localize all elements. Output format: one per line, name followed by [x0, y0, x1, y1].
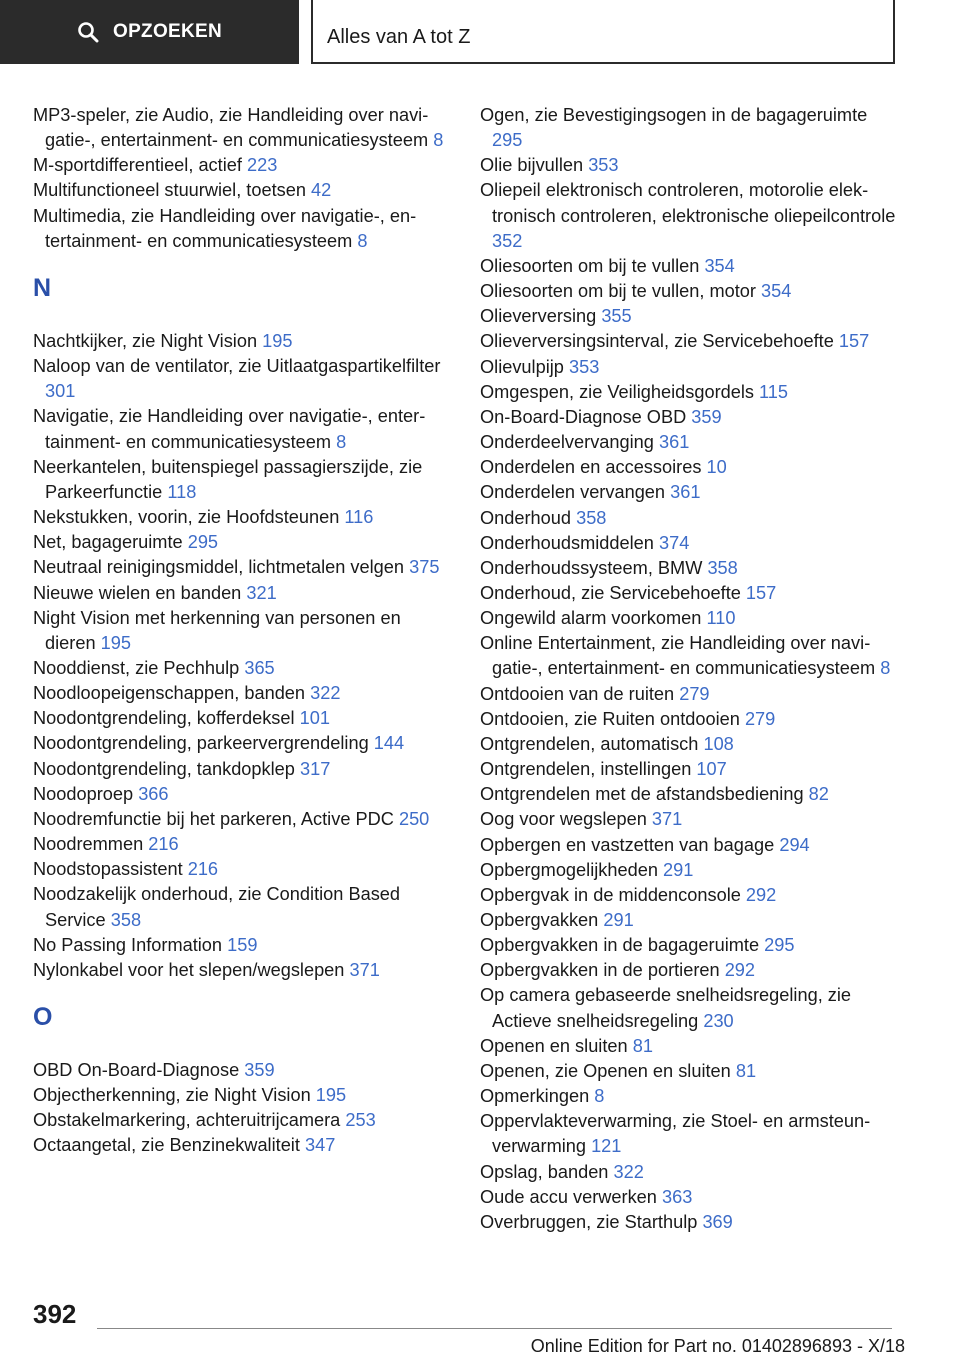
index-entry	[480, 883, 900, 908]
index-entry-text: Noodremfunctie bij het parkeren, Active PDC	[33, 808, 394, 829]
page-reference-link[interactable]: 230	[703, 1010, 734, 1031]
page-reference-link[interactable]: 216	[187, 859, 219, 880]
index-entry-text: Opbergvakken in de bagageruimte	[480, 935, 760, 956]
index-entry	[480, 329, 900, 354]
page-reference-link[interactable]: 8	[594, 1086, 605, 1107]
index-entry-text: Op camera gebaseerde snelheidsregeling, zie Actieve snelheidsregeling	[480, 985, 852, 1031]
page-reference-link[interactable]: 118	[167, 481, 197, 502]
index-entry-text: Onderdelen en accessoires	[480, 457, 702, 478]
index-entry	[480, 833, 900, 858]
index-entry-text: Noodloopeigenschappen, banden	[33, 683, 306, 704]
page-reference-link[interactable]: 223	[246, 155, 278, 176]
page-number: 392	[33, 1299, 77, 1329]
index-entry-text: Overbruggen, zie Starthulp	[480, 1211, 698, 1232]
page-reference-link[interactable]: 157	[838, 331, 870, 352]
index-entry	[480, 631, 900, 681]
index-entry	[480, 254, 900, 279]
index-entry-text: Objectherkenning, zie Night Vision	[33, 1085, 311, 1106]
page-reference-link[interactable]: 321	[246, 582, 277, 603]
page-reference-link[interactable]: 301	[45, 381, 76, 402]
page-reference-link[interactable]: 361	[670, 482, 701, 503]
index-entry	[480, 782, 900, 807]
section-title: Alles van A tot Z	[327, 26, 471, 48]
index-entry-text: M-sportdifferentieel, actief	[33, 155, 242, 176]
index-entry	[480, 506, 900, 531]
index-entry	[33, 731, 453, 756]
index-entry	[480, 455, 900, 480]
index-entry	[480, 430, 900, 455]
index-entry	[33, 782, 453, 807]
page-reference-link[interactable]: 374	[658, 532, 690, 553]
index-entry-text: Ontdooien van de ruiten	[480, 683, 675, 704]
index-entry-text: Neutraal reinigingsmiddel, lichtmetalen velgen	[33, 557, 405, 578]
index-entry-text: On-Board-Diagnose OBD	[480, 406, 687, 427]
page-reference-link[interactable]: 82	[808, 784, 829, 805]
index-entry	[33, 1133, 453, 1158]
page-reference-link[interactable]: 195	[315, 1085, 347, 1106]
page-reference-link[interactable]: 8	[433, 130, 444, 151]
page-reference-link[interactable]: 8	[357, 230, 368, 251]
index-entry-text: Nooddienst, zie Pechhulp	[33, 657, 240, 678]
page-reference-link[interactable]: 294	[779, 834, 810, 855]
index-entry	[33, 832, 453, 857]
index-entry-text: Openen, zie Openen en sluiten	[480, 1060, 731, 1081]
index-entry	[33, 882, 453, 932]
index-entry	[480, 1210, 900, 1235]
index-entry	[480, 581, 900, 606]
page-reference-link[interactable]: 81	[632, 1035, 653, 1056]
index-entry-text: MP3-speler, zie Audio, zie Handleiding over navigatie-, entertainment- en communicatiesysteem	[33, 105, 429, 151]
page-reference-link[interactable]: 292	[745, 884, 777, 905]
index-entry-text: Oliepeil elektronisch controleren, motorolie elektronisch controleren, elektronische oliepeilcontrole	[480, 180, 896, 226]
index-entry-text: Olieverversing	[480, 306, 597, 327]
index-entry	[480, 732, 900, 757]
index-entry-text: Oliesoorten om bij te vullen	[480, 255, 700, 276]
page-reference-link[interactable]: 10	[706, 457, 727, 478]
index-entry	[33, 706, 453, 731]
page-reference-link[interactable]: 317	[299, 758, 331, 779]
page-reference-link[interactable]: 366	[138, 783, 169, 804]
index-entry	[480, 1084, 900, 1109]
index-entry-text: Ontgrendelen met de afstandsbediening	[480, 784, 804, 805]
index-entry	[480, 279, 900, 304]
page-reference-link[interactable]: 116	[344, 507, 374, 528]
index-entry-text: Online Entertainment, zie Handleiding over navigatie-, entertainment- en communicatiesysteem	[480, 633, 876, 679]
index-entry-text: Noodstopassistent	[33, 859, 183, 880]
index-entry	[33, 178, 453, 203]
index-entry-text: Nylonkabel voor het slepen/wegslepen	[33, 959, 345, 980]
index-entry-text: Multifunctioneel stuurwiel, toetsen	[33, 180, 306, 201]
index-entry-text: Opslag, banden	[480, 1161, 609, 1182]
page-reference-link[interactable]: 8	[336, 431, 347, 452]
page-reference-link[interactable]: 365	[244, 657, 275, 678]
page-reference-link[interactable]: 101	[299, 708, 330, 729]
index-entry-text: Opbergvakken	[480, 910, 599, 930]
page-reference-link[interactable]: 359	[691, 406, 722, 427]
index-entry	[33, 329, 453, 354]
index-entry	[33, 933, 453, 958]
index-entry-text: Noodontgrendeling, kofferdeksel	[33, 708, 295, 729]
index-entry	[33, 505, 453, 530]
index-entry-text: Noodoproep	[33, 783, 134, 804]
index-entry	[480, 606, 900, 631]
index-entry-text: Olie bijvullen	[480, 155, 584, 176]
footer-divider	[97, 1328, 892, 1329]
index-column-left	[33, 103, 453, 1159]
index-entry-text: Oliesoorten om bij te vullen, motor	[480, 281, 756, 302]
page-reference-link[interactable]: 195	[262, 330, 293, 351]
page-reference-link[interactable]: 295	[764, 935, 795, 956]
page-reference-link[interactable]: 144	[373, 733, 405, 754]
page-reference-link[interactable]: 292	[724, 960, 756, 981]
index-entry	[480, 958, 900, 983]
index-entry-text: Oude accu verwerken	[480, 1186, 657, 1207]
index-entry	[480, 480, 900, 505]
search-button[interactable]	[0, 0, 299, 64]
index-entry-text: Navigatie, zie Handleiding over navigatie-, entertainment- en communicatiesysteem	[33, 406, 426, 452]
index-entry	[33, 404, 453, 454]
index-entry	[480, 707, 900, 732]
index-entry-text: Noodremmen	[33, 834, 144, 855]
index-entry	[33, 757, 453, 782]
index-entry	[480, 807, 900, 832]
index-entry-text: Nachtkijker, zie Night Vision	[33, 330, 258, 351]
index-letter-heading: N	[33, 273, 52, 302]
page-reference-link[interactable]: 250	[398, 808, 430, 829]
index-entry-text: Opmerkingen	[480, 1086, 590, 1107]
index-entry	[33, 958, 453, 983]
index-entry-text: Ontdooien, zie Ruiten ontdooien	[480, 708, 740, 729]
page-reference-link[interactable]: 295	[187, 532, 219, 553]
page-reference-link[interactable]: 322	[310, 683, 341, 704]
page-reference-link[interactable]: 353	[568, 356, 600, 377]
page-reference-link[interactable]: 253	[345, 1110, 376, 1131]
page-reference-link[interactable]: 371	[651, 809, 683, 830]
index-entry-text: Opbergen en vastzetten van bagage	[480, 834, 775, 855]
section-title-box	[311, 0, 895, 64]
index-entry-text: Noodzakelijk onderhoud, zie Condition Based Service	[33, 884, 401, 930]
index-entry	[480, 1185, 900, 1210]
page-reference-link[interactable]: 108	[703, 733, 734, 754]
page-reference-link[interactable]: 354	[761, 281, 792, 302]
index-entry-text: Obstakelmarkering, achteruitrijcamera	[33, 1110, 341, 1131]
index-entry	[33, 581, 453, 606]
index-entry	[33, 1058, 453, 1083]
index-entry	[480, 556, 900, 581]
index-entry	[480, 178, 900, 253]
index-entry-text: Ontgrendelen, automatisch	[480, 733, 699, 754]
index-entry	[480, 531, 900, 556]
page-reference-link[interactable]: 115	[759, 381, 789, 402]
index-entry	[480, 858, 900, 883]
index-entry	[33, 204, 453, 254]
index-entry-text: Onderhoud	[480, 507, 572, 528]
index-entry-text: Onderdeelvervanging	[480, 432, 654, 453]
page-reference-link[interactable]: 358	[576, 507, 607, 528]
index-entry	[33, 555, 453, 580]
page-reference-link[interactable]: 159	[227, 934, 258, 955]
index-entry-text: OBD On-Board-Diagnose	[33, 1060, 240, 1080]
index-entry-text: Net, bagageruimte	[33, 532, 183, 553]
page-reference-link[interactable]: 42	[311, 180, 332, 201]
page-reference-link[interactable]: 355	[601, 306, 632, 327]
page-reference-link[interactable]: 121	[591, 1136, 622, 1157]
page-reference-link[interactable]: 110	[706, 608, 736, 629]
index-entry-text: Onderhoudsmiddelen	[480, 532, 654, 553]
page-reference-link[interactable]: 347	[304, 1135, 336, 1156]
index-entry	[480, 304, 900, 329]
index-entry-text: Naloop van de ventilator, zie Uitlaatgaspartikelfilter	[33, 356, 441, 377]
index-entry-text: Omgespen, zie Veiligheidsgordels	[480, 381, 754, 402]
page-reference-link[interactable]: 352	[492, 230, 523, 251]
page-reference-link[interactable]: 322	[613, 1161, 644, 1182]
index-entry-text: Noodontgrendeling, tankdopklep	[33, 758, 295, 779]
index-entry	[33, 1108, 453, 1133]
index-entry-text: Octaangetal, zie Benzinekwaliteit	[33, 1135, 300, 1156]
index-entry-text: Ogen, zie Bevestigingsogen in de bagageruimte	[480, 105, 868, 125]
page-reference-link[interactable]: 81	[735, 1060, 757, 1081]
index-entry	[480, 682, 900, 707]
page-reference-link[interactable]: 358	[707, 557, 738, 578]
index-entry-text: Ongewild alarm voorkomen	[480, 608, 702, 629]
index-entry	[33, 103, 453, 153]
edition-note: Online Edition for Part no. 01402896893 - X/18	[530, 1336, 905, 1356]
index-entry	[480, 1059, 900, 1084]
page-reference-link[interactable]: 369	[702, 1211, 733, 1232]
index-entry-text: Openen en sluiten	[480, 1035, 628, 1056]
page-reference-link[interactable]: 279	[679, 683, 710, 704]
index-column-right	[480, 103, 900, 1235]
page-reference-link[interactable]: 291	[603, 910, 634, 930]
index-entry-text: Multimedia, zie Handleiding over navigatie-, entertainment- en communicatiesysteem	[33, 205, 417, 251]
page-reference-link[interactable]: 279	[744, 708, 776, 729]
page-reference-link[interactable]: 157	[745, 582, 777, 603]
index-entry	[480, 908, 900, 933]
index-entry-text: Olieverversingsinterval, zie Servicebehoefte	[480, 331, 834, 352]
page-reference-link[interactable]: 216	[148, 834, 179, 855]
index-entry	[33, 354, 453, 404]
page-reference-link[interactable]: 295	[492, 130, 523, 151]
index-entry-text: Opbergvakken in de portieren	[480, 960, 720, 981]
page-reference-link[interactable]: 354	[704, 255, 735, 276]
index-entry-text: Oog voor wegslepen	[480, 809, 647, 830]
index-entry	[480, 1034, 900, 1059]
index-entry-text: Night Vision met herkenning van personen en dieren	[33, 607, 401, 653]
index-entry-text: Onderhoud, zie Servicebehoefte	[480, 582, 741, 603]
index-letter-heading: O	[33, 1003, 53, 1031]
index-entry-text: Nekstukken, voorin, zie Hoofdsteunen	[33, 507, 340, 528]
page-reference-link[interactable]: 353	[588, 155, 619, 176]
index-entry	[480, 1160, 900, 1185]
index-entry	[33, 153, 453, 178]
page-reference-link[interactable]: 363	[661, 1186, 693, 1207]
index-entry	[33, 807, 453, 832]
index-entry-text: Noodontgrendeling, parkeervergrendeling	[33, 733, 369, 754]
index-entry-text: Oppervlakteverwarming, zie Stoel- en armsteunverwarming	[480, 1111, 871, 1157]
index-entry-text: Onderdelen vervangen	[480, 482, 666, 503]
index-entry-text: Onderhoudssysteem, BMW	[480, 557, 703, 578]
page-reference-link[interactable]: 291	[663, 859, 694, 880]
index-entry-text: Neerkantelen, buitenspiegel passagierszijde, zie Parkeerfunctie	[33, 456, 423, 502]
search-icon	[77, 21, 99, 43]
index-entry	[480, 933, 900, 958]
index-entry	[33, 857, 453, 882]
page-reference-link[interactable]: 107	[696, 759, 727, 780]
page-reference-link[interactable]: 375	[409, 557, 440, 578]
page-reference-link[interactable]: 361	[658, 432, 690, 453]
index-entry-text: Opbergmogelijkheden	[480, 859, 658, 880]
index-entry	[33, 606, 453, 656]
index-entry	[33, 455, 453, 505]
index-entry	[480, 1109, 900, 1159]
index-entry-text: Nieuwe wielen en banden	[33, 582, 242, 603]
index-entry	[480, 103, 900, 153]
index-entry	[480, 983, 900, 1033]
index-entry	[33, 656, 453, 681]
index-entry	[480, 405, 900, 430]
index-entry-text: Opbergvak in de middenconsole	[480, 884, 741, 905]
page-reference-link[interactable]: 8	[880, 658, 891, 679]
index-entry	[480, 153, 900, 178]
search-label: OPZOEKEN	[112, 21, 223, 42]
index-entry	[33, 681, 453, 706]
page-header	[0, 0, 960, 66]
page-reference-link[interactable]: 371	[349, 959, 380, 980]
index-entry-text: No Passing Information	[33, 934, 223, 955]
page-reference-link[interactable]: 195	[100, 632, 131, 653]
page-reference-link[interactable]: 359	[244, 1060, 275, 1080]
page-reference-link[interactable]: 358	[110, 909, 142, 930]
index-entry	[480, 757, 900, 782]
index-entry	[480, 355, 900, 380]
index-entry-text: Olievulpijp	[480, 356, 564, 377]
index-entry	[480, 380, 900, 405]
index-entry	[33, 530, 453, 555]
index-entry-text: Ontgrendelen, instellingen	[480, 759, 692, 780]
index-entry	[33, 1083, 453, 1108]
